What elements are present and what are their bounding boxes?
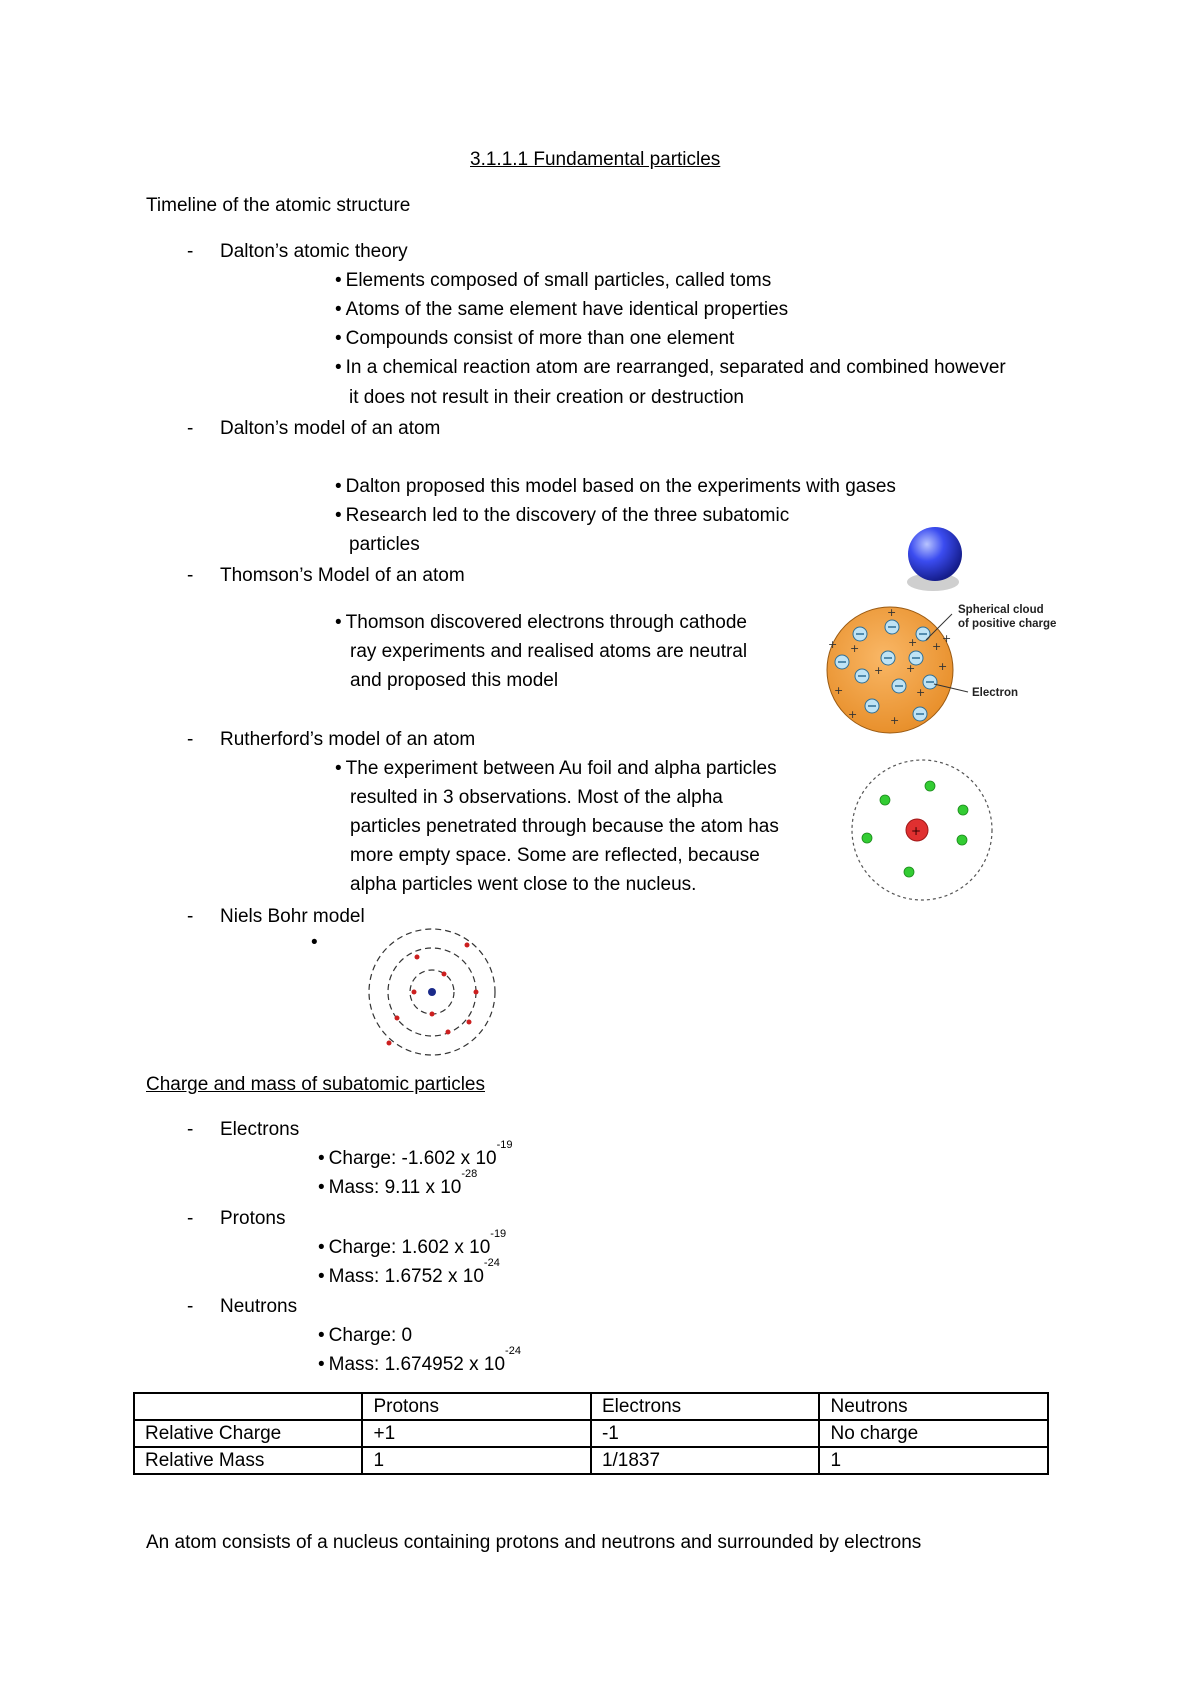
dalton-theory-heading: Dalton’s atomic theory [220,241,408,262]
dalton-model-bullet: • Research led to the discovery of the three subatomic [335,505,789,527]
thomson-line: and proposed this model [350,670,559,691]
electron [465,943,470,948]
table-cell: -1 [591,1420,820,1447]
table-cell: +1 [362,1420,590,1447]
electron [387,1041,392,1046]
electron [430,1012,435,1017]
thomson-heading: Thomson’s Model of an atom [220,565,465,586]
table-header-cell [134,1393,362,1420]
table-row [134,1420,1048,1447]
dash: - [187,241,194,262]
bohr-atom-diagram [365,925,500,1060]
electrons-heading: Electrons [220,1119,300,1140]
electron [474,990,479,995]
electron [467,1020,472,1025]
dalton-theory-bullet: • Compounds consist of more than one element [335,328,734,350]
electron [415,955,420,960]
electron [442,972,447,977]
table-cell: 1 [819,1447,1048,1474]
svg-text:+: + [850,642,860,655]
dalton-theory-bullet: • Atoms of the same element have identical properties [335,299,788,321]
table-cell: No charge [819,1420,1048,1447]
electron [957,835,967,845]
electron [880,795,890,805]
table-header-cell: Electrons [591,1393,820,1420]
dash: - [187,565,194,586]
table-cell: Relative Charge [134,1420,362,1447]
dalton-model-continuation: particles [349,534,420,555]
svg-text:+: + [887,606,897,619]
electron [412,990,417,995]
proton-charge: • Charge: 1.602 x $10^{-19}$ [318,1237,506,1259]
electron [925,781,935,791]
rutherford-line: alpha particles went close to the nucleus. [350,874,697,895]
dash: - [187,906,194,927]
table-row [134,1447,1048,1474]
bohr-bullet: • [311,932,318,953]
dash: - [187,729,194,750]
neutron-charge: • Charge: 0 [318,1325,412,1347]
table-cell: Relative Mass [134,1447,362,1474]
rutherford-bullet: • The experiment between Au foil and alpha particles [335,758,777,780]
svg-text:+: + [916,686,926,699]
rutherford-line: particles penetrated through because the atom has [350,816,779,837]
svg-text:+: + [890,714,900,727]
neutrons-heading: Neutrons [220,1296,298,1317]
electron [904,867,914,877]
electron [958,805,968,815]
electron [862,833,872,843]
cloud-label-2: of positive charge [958,618,1057,630]
timeline-heading: Timeline of the atomic structure [146,195,411,216]
svg-text:+: + [834,684,844,697]
svg-text:+: + [938,660,948,673]
dalton-sphere [908,527,962,581]
svg-text:+: + [932,640,942,653]
svg-text:+: + [828,638,838,651]
nucleus [428,988,436,996]
svg-text:+: + [848,708,858,721]
charge-mass-heading: Charge and mass of subatomic particles [146,1074,485,1095]
dalton-model-heading: Dalton’s model of an atom [220,418,441,439]
dash: - [187,1119,194,1140]
table-cell: 1 [362,1447,590,1474]
dash: - [187,418,194,439]
rutherford-line: resulted in 3 observations. Most of the alpha [350,787,723,808]
cloud-label: Spherical cloud [958,604,1044,616]
rutherford-line: more empty space. Some are reflected, because [350,845,760,866]
dalton-theory-bullet: • Elements composed of small particles, called toms [335,270,771,292]
table-header-cell: Protons [362,1393,590,1420]
table-header-row [134,1393,1048,1420]
page-title: 3.1.1.1 Fundamental particles [470,149,721,170]
bohr-heading: Niels Bohr model [220,906,365,927]
dalton-model-bullet: • Dalton proposed this model based on the experiments with gases [335,476,896,498]
svg-text:+: + [908,636,918,649]
dash: - [187,1296,194,1317]
svg-text:+: + [911,824,922,838]
protons-heading: Protons [220,1208,286,1229]
rutherford-atom-diagram [850,758,995,903]
dalton-atom-diagram [895,520,975,600]
proton-mass: • Mass: 1.6752 x $10^{-24}$ [318,1266,500,1288]
svg-text:+: + [942,632,952,645]
electron-charge: • Charge: -1.602 x $10^{-19}$ [318,1148,513,1170]
conclusion: An atom consists of a nucleus containing protons and neutrons and surrounded by electrons [146,1532,922,1553]
rutherford-heading: Rutherford’s model of an atom [220,729,476,750]
dash: - [187,1208,194,1229]
svg-text:+: + [906,662,916,675]
table-header-cell: Neutrons [819,1393,1048,1420]
neutron-mass: • Mass: 1.674952 x $10^{-24}$ [318,1354,521,1376]
electron-label: Electron [972,687,1019,699]
electron [446,1030,451,1035]
electron [395,1016,400,1021]
dalton-theory-bullet: • In a chemical reaction atom are rearranged, separated and combined however [335,357,1006,379]
particle-table [133,1392,1049,1475]
dalton-theory-continuation: it does not result in their creation or destruction [349,387,744,408]
thomson-bullet: • Thomson discovered electrons through cathode [335,612,747,634]
table-cell: 1/1837 [591,1447,820,1474]
electron-mass: • Mass: 9.11 x $10^{-28}$ [318,1177,477,1199]
thomson-atom-diagram [820,600,1080,740]
thomson-line: ray experiments and realised atoms are neutral [350,641,748,662]
svg-text:+: + [874,664,884,677]
